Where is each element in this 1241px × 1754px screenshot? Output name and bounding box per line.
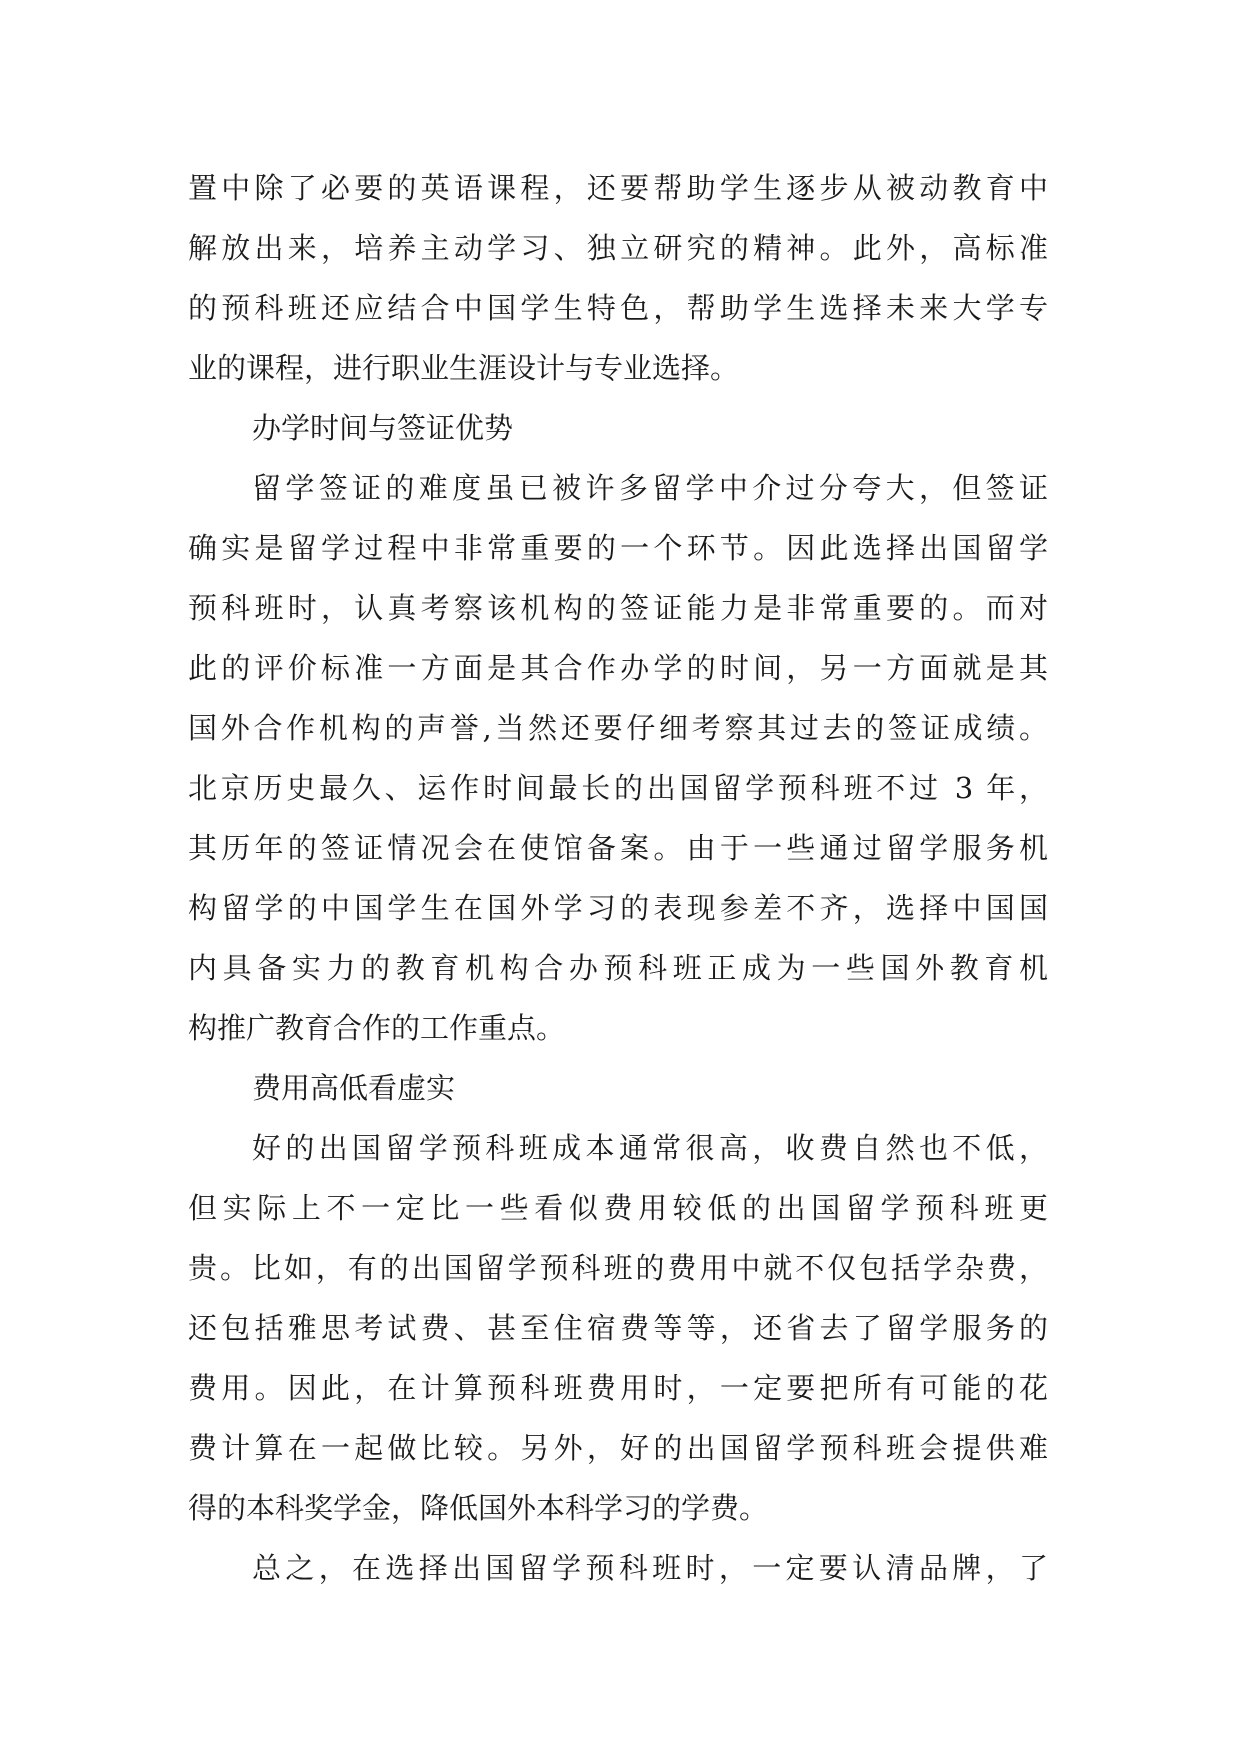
text-line: 国外合作机构的声誉,当然还要仔细考察其过去的签证成绩。 [188,711,1048,745]
text-line: 的预科班还应结合中国学生特色，帮助学生选择未来大学专 [188,291,1048,325]
text-line: 置中除了必要的英语课程，还要帮助学生逐步从被动教育中 [188,171,1048,205]
text-line: 贵。比如，有的出国留学预科班的费用中就不仅包括学杂费， [188,1251,1048,1285]
document-body [188,158,1048,1598]
paragraph-end-line: 业的课程，进行职业生涯设计与专业选择。 [188,351,740,385]
text-line: 其历年的签证情况会在使馆备案。由于一些通过留学服务机 [188,831,1048,865]
text-line: 构留学的中国学生在国外学习的表现参差不齐，选择中国国 [188,891,1048,925]
paragraph-end-line: 得的本科奖学金，降低国外本科学习的学费。 [188,1491,769,1525]
text-line: 还包括雅思考试费、甚至住宿费等等，还省去了留学服务的 [188,1311,1048,1345]
text-line: 预科班时，认真考察该机构的签证能力是非常重要的。而对 [188,591,1048,625]
text-line: 此的评价标准一方面是其合作办学的时间，另一方面就是其 [188,651,1048,685]
text-line: 费计算在一起做比较。另外，好的出国留学预科班会提供难 [188,1431,1048,1465]
section-heading-fees: 费用高低看虚实 [252,1071,456,1105]
text-line: 解放出来，培养主动学习、独立研究的精神。此外，高标准 [188,231,1048,265]
text-line: 确实是留学过程中非常重要的一个环节。因此选择出国留学 [188,531,1048,565]
text-line: 内具备实力的教育机构合办预科班正成为一些国外教育机 [188,951,1048,985]
text-line: 北京历史最久、运作时间最长的出国留学预科班不过 3 年， [188,771,1048,805]
paragraph-end-line: 构推广教育合作的工作重点。 [188,1011,566,1045]
text-line: 但实际上不一定比一些看似费用较低的出国留学预科班更 [188,1191,1048,1225]
section-heading-schooling-time-visa: 办学时间与签证优势 [252,411,514,445]
paragraph-first-line: 好的出国留学预科班成本通常很高，收费自然也不低， [252,1131,1048,1165]
paragraph-first-line: 总之，在选择出国留学预科班时，一定要认清品牌，了 [252,1551,1048,1585]
text-line: 费用。因此，在计算预科班费用时，一定要把所有可能的花 [188,1371,1048,1405]
paragraph-first-line: 留学签证的难度虽已被许多留学中介过分夸大，但签证 [252,471,1048,505]
